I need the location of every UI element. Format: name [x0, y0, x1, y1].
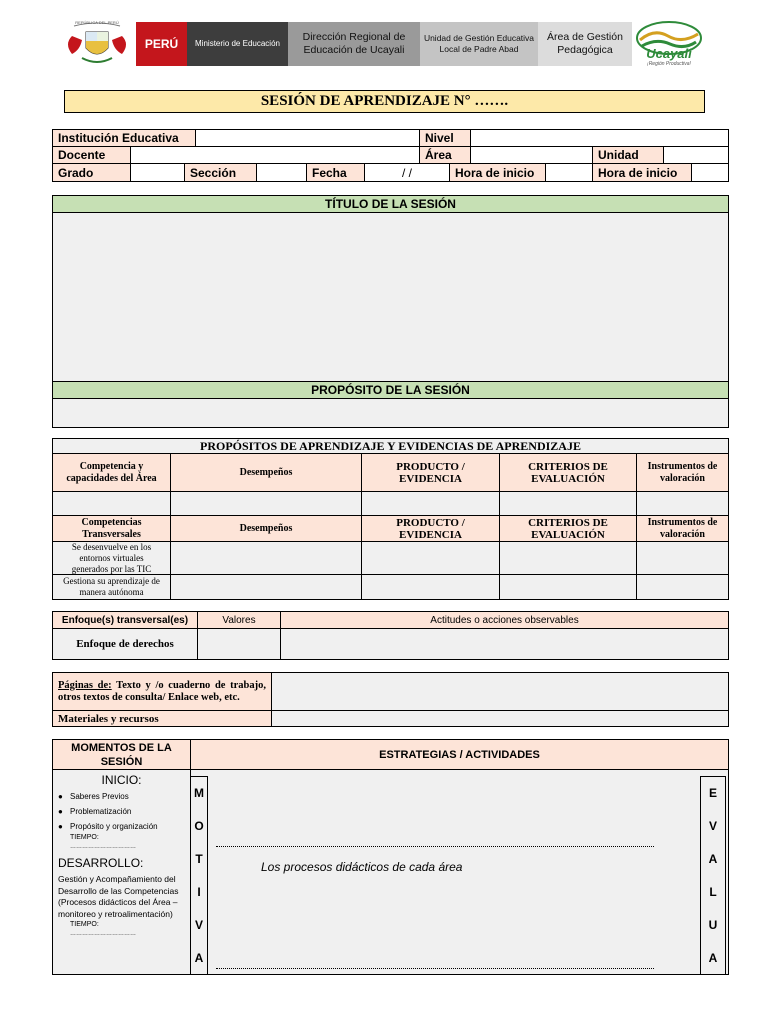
- ucayali-logo-text: Ucayali: [646, 46, 692, 61]
- col-instrumentos: Instrumentos de valoración: [636, 453, 729, 492]
- peru-coat-of-arms: [62, 20, 132, 66]
- tiempo-label-2: TIEMPO:: [70, 921, 99, 928]
- proposito-sesion-header: PROPÓSITO DE LA SESIÓN: [52, 381, 729, 399]
- col-enfoque: Enfoque(s) transversal(es): [52, 611, 198, 629]
- hora-inicio-label-2: Hora de inicio: [592, 163, 692, 182]
- ugel-label: Unidad de Gestión Educativa Local de Padre Abad: [420, 22, 538, 66]
- autonoma-criterios-cell[interactable]: [499, 574, 637, 600]
- col-valores: Valores: [197, 611, 281, 629]
- seccion-label: Sección: [184, 163, 257, 182]
- row-enfoque-derechos: Enfoque de derechos: [52, 628, 198, 660]
- tic-producto-cell[interactable]: [361, 541, 500, 575]
- evalua-letter: L: [709, 884, 717, 899]
- procesos-didacticos-text: Los procesos didácticos de cada área: [261, 860, 463, 874]
- momentos-left-column: [52, 769, 191, 975]
- evalua-letter: A: [708, 852, 718, 867]
- col-competencia: Competencia y capacidades del Área: [52, 453, 171, 492]
- col-criterios-2: CRITERIOS DE EVALUACIÓN: [499, 515, 637, 542]
- tic-instrumentos-cell[interactable]: [636, 541, 729, 575]
- ucayali-tagline: ¡Región Productiva!: [647, 61, 691, 67]
- col-momentos: MOMENTOS DE LA SESIÓN: [52, 739, 191, 770]
- col-estrategias: ESTRATEGIAS / ACTIVIDADES: [190, 739, 729, 770]
- grado-field[interactable]: [130, 163, 185, 182]
- peru-label: PERÚ: [136, 22, 187, 66]
- direccion-regional-label: Dirección Regional de Educación de Ucayali: [288, 22, 420, 66]
- fecha-label: Fecha: [306, 163, 365, 182]
- inicio-item: ● Saberes Previos: [58, 791, 185, 803]
- motiva-letter: A: [194, 950, 204, 965]
- paginas-label: [52, 672, 272, 711]
- criterios-cell[interactable]: [499, 491, 637, 516]
- col-transversales: Competencias Transversales: [52, 515, 171, 542]
- col-criterios: CRITERIOS DE EVALUACIÓN: [499, 453, 637, 492]
- fecha-field[interactable]: / /: [364, 163, 450, 182]
- titulo-sesion-header: TÍTULO DE LA SESIÓN: [52, 195, 729, 213]
- seccion-field[interactable]: [256, 163, 307, 182]
- motiva-letter: O: [194, 819, 204, 834]
- evalua-column: [700, 776, 726, 974]
- col-actitudes: Actitudes o acciones observables: [280, 611, 729, 629]
- motiva-letter: M: [194, 786, 204, 801]
- tic-desempenos-cell[interactable]: [170, 541, 362, 575]
- producto-cell[interactable]: [361, 491, 500, 516]
- coat-of-arms-caption: REPÚBLICA DEL PERÚ: [75, 20, 119, 25]
- motiva-column: [190, 776, 208, 974]
- inicio-item: ● Problematización: [58, 806, 185, 818]
- motiva-letter: T: [195, 852, 203, 867]
- hora-inicio-field-1[interactable]: [545, 163, 593, 182]
- materiales-field[interactable]: [271, 710, 729, 727]
- desempenos-cell[interactable]: [170, 491, 362, 516]
- docente-field[interactable]: [130, 146, 420, 164]
- inicio-title: INICIO:: [101, 773, 142, 787]
- paginas-field[interactable]: [271, 672, 729, 711]
- motiva-letter: I: [197, 884, 201, 899]
- motiva-letter: V: [194, 917, 203, 932]
- autonoma-producto-cell[interactable]: [361, 574, 500, 600]
- competencia-cell[interactable]: [52, 491, 171, 516]
- instrumentos-cell[interactable]: [636, 491, 729, 516]
- materiales-label: Materiales y recursos: [52, 710, 272, 727]
- autonoma-instrumentos-cell[interactable]: [636, 574, 729, 600]
- area-gestion-label: Área de Gestión Pedagógica: [538, 22, 632, 66]
- tic-criterios-cell[interactable]: [499, 541, 637, 575]
- dotted-line-1: [216, 846, 654, 847]
- nivel-field[interactable]: [470, 129, 729, 147]
- inicio-item: ● Propósito y organización: [58, 821, 185, 833]
- area-field[interactable]: [470, 146, 593, 164]
- tiempo-dots-2: ……………………………: [70, 931, 136, 937]
- area-label: Área: [419, 146, 471, 164]
- docente-label: Docente: [52, 146, 131, 164]
- col-producto-2: PRODUCTO / EVIDENCIA: [361, 515, 500, 542]
- evalua-letter: V: [708, 819, 717, 834]
- autonoma-desempenos-cell[interactable]: [170, 574, 362, 600]
- hora-inicio-label-1: Hora de inicio: [449, 163, 546, 182]
- dotted-line-2: [216, 968, 654, 969]
- col-desempenos-2: Desempeños: [170, 515, 362, 542]
- evalua-letter: E: [708, 786, 717, 801]
- inicio-list: [58, 791, 185, 833]
- valores-cell[interactable]: [197, 628, 281, 660]
- session-title: SESIÓN DE APRENDIZAJE N° …….: [64, 90, 705, 113]
- unidad-label: Unidad: [592, 146, 664, 164]
- proposito-sesion-field[interactable]: [52, 398, 729, 428]
- propositos-header: PROPÓSITOS DE APRENDIZAJE Y EVIDENCIAS DE APRENDIZAJE: [52, 438, 729, 454]
- paginas-label-underlined: Páginas de:: [58, 679, 112, 691]
- col-instrumentos-2: Instrumentos de valoración: [636, 515, 729, 542]
- desarrollo-title: DESARROLLO:: [58, 856, 144, 870]
- desarrollo-text: Gestión y Acompañamiento del Desarrollo de las Competencias (Procesos didácticos del Área – monitoreo y retroalimentación): [58, 874, 179, 919]
- grado-label: Grado: [52, 163, 131, 182]
- nivel-label: Nivel: [419, 129, 471, 147]
- tiempo-dots-1: ……………………………: [70, 844, 136, 850]
- hora-inicio-field-2[interactable]: [691, 163, 729, 182]
- evalua-letter: U: [708, 917, 718, 932]
- paginas-label-rest: Texto y /o cuaderno de trabajo, otros textos de consulta/ Enlace web, etc.: [58, 679, 266, 703]
- institucion-label: Institución Educativa: [52, 129, 196, 147]
- col-producto: PRODUCTO / EVIDENCIA: [361, 453, 500, 492]
- row-tic-label: Se desenvuelve en los entornos virtuales generados por las TIC: [52, 541, 171, 575]
- institucion-field[interactable]: [195, 129, 420, 147]
- col-desempenos: Desempeños: [170, 453, 362, 492]
- titulo-sesion-field[interactable]: [52, 212, 729, 382]
- ministerio-label: Ministerio de Educación: [187, 22, 288, 66]
- evalua-letter: A: [708, 950, 718, 965]
- tiempo-label-1: TIEMPO:: [70, 834, 99, 841]
- actitudes-cell[interactable]: [280, 628, 729, 660]
- row-autonoma-label: Gestiona su aprendizaje de manera autónoma: [52, 574, 171, 600]
- unidad-field[interactable]: [663, 146, 729, 164]
